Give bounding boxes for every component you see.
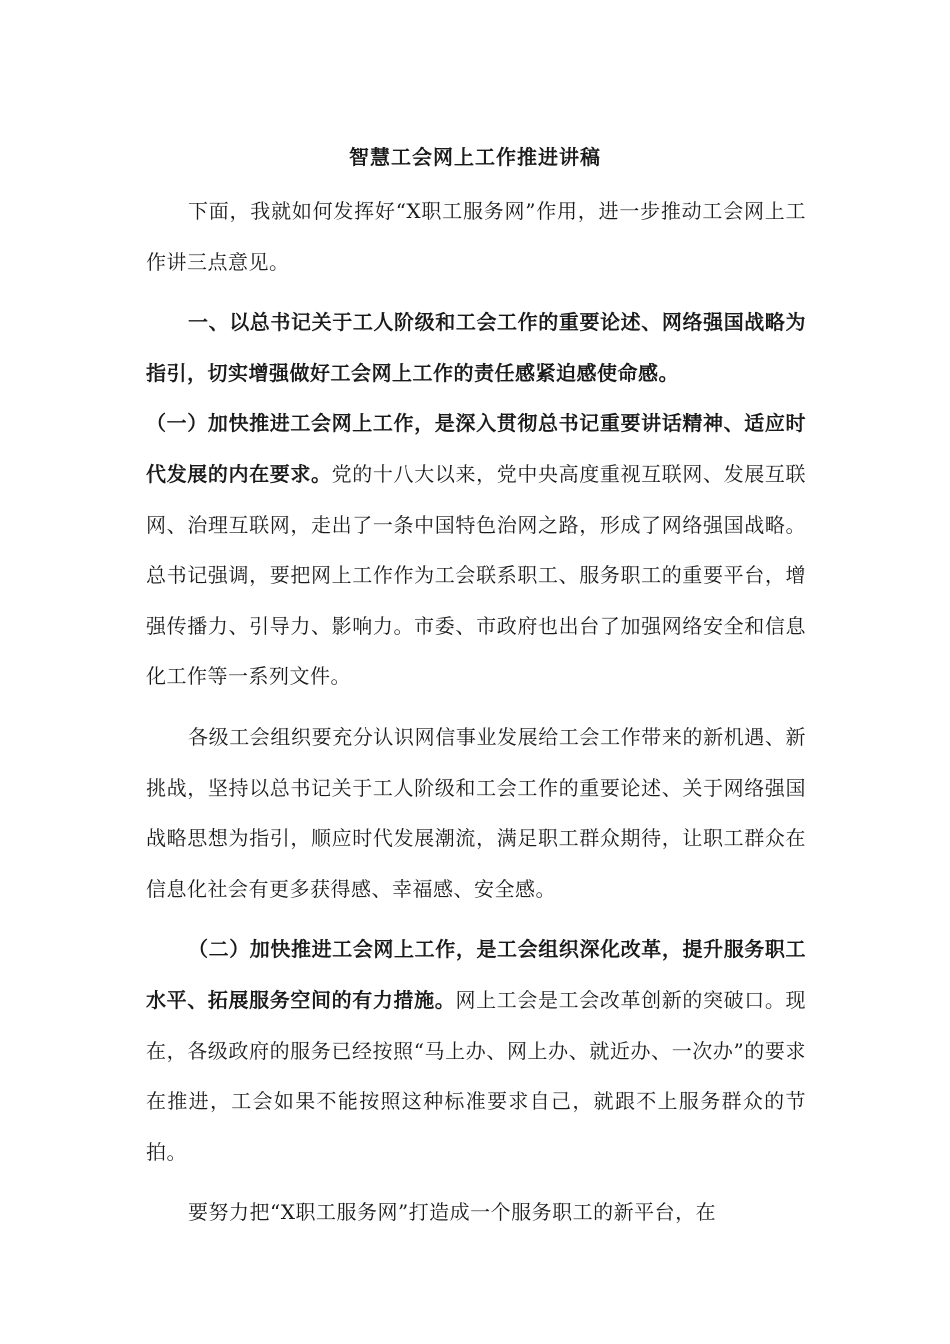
paragraph-text: 各级工会组织要充分认识网信事业发展给工会工作带来的新机遇、新挑战，坚持以总书记关于工人阶级和工会工作的重要论述、关于网络强国战略思想为指引，顺应时代发展潮流，满足职工群众期待，让职工群众在信息化社会有更多获得感、幸福感、安全感。: [146, 724, 806, 901]
subsection-1: [146, 398, 806, 702]
subsection-2: [146, 924, 806, 1177]
paragraph-text: 要努力把“X职工服务网”打造成一个服务职工的新平台，在: [188, 1200, 717, 1225]
paragraph-body: [146, 1187, 806, 1238]
document-title: 智慧工会网上工作推进讲稿: [349, 145, 601, 169]
paragraph-lead: （二）加快推进工会网上工作，是工会组织深化改革，提升服务职工水平、拓展服务空间的有力措施。: [146, 937, 806, 1012]
paragraph-lead: （一）加快推进工会网上工作，是深入贯彻总书记重要讲话精神、适应时代发展的内在要求。: [146, 411, 806, 486]
paragraph-text: 党的十八大以来，党中央高度重视互联网、发展互联网、治理互联网，走出了一条中国特色治网之路，形成了网络强国战略。总书记强调，要把网上工作作为工会联系职工、服务职工的重要平台，增强传播力、引导力、影响力。市委、市政府也出台了加强网络安全和信息化工作等一系列文件。: [146, 461, 807, 689]
paragraph-body: [146, 712, 806, 914]
paragraph-text: 下面，我就如何发挥好“X职工服务网”作用，进一步推动工会网上工作讲三点意见。: [146, 199, 806, 274]
paragraph-intro: [146, 186, 806, 287]
paragraph-lead: 一、以总书记关于工人阶级和工会工作的重要论述、网络强国战略为指引，切实增强做好工会网上工作的责任感紧迫感使命感。: [146, 310, 806, 385]
section-heading-1: [146, 297, 806, 398]
paragraph-text: 网上工会是工会改革创新的突破口。现在，各级政府的服务已经按照“马上办、网上办、就近办、一次办”的要求在推进，工会如果不能按照这种标准要求自己，就跟不上服务群众的节拍。: [146, 987, 807, 1164]
document-body: [146, 186, 806, 1238]
